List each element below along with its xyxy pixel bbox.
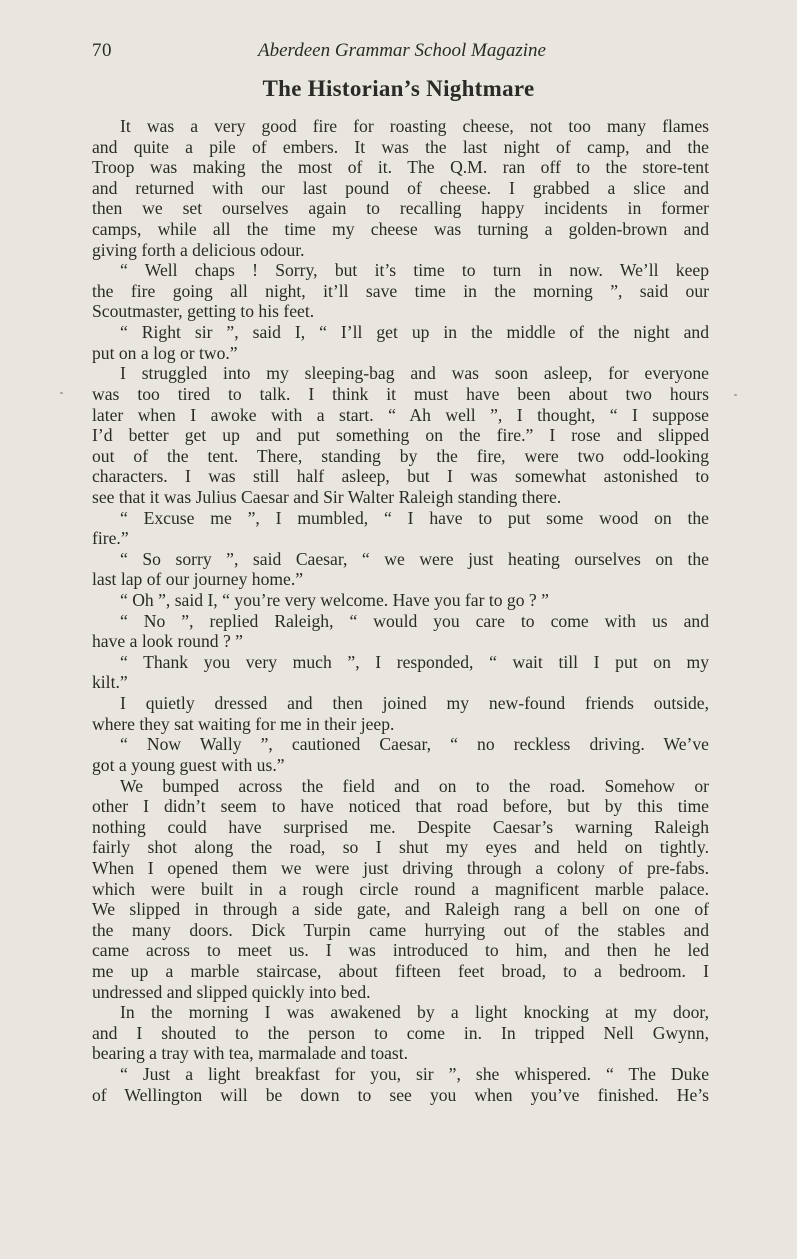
text-line: “ Excuse me ”, I mumbled, “ I have to put some wood on the xyxy=(120,507,709,528)
text-line: giving forth a delicious odour. xyxy=(92,239,305,260)
text-line: “ Now Wally ”, cautioned Caesar, “ no reckless driving. We’ve xyxy=(120,734,709,755)
text-line: and quite a pile of embers. It was the last night of camp, and the xyxy=(92,136,709,157)
text-line: undressed and slipped quickly into bed. xyxy=(92,981,371,1002)
text-line: We bumped across the field and on to the road. Somehow or xyxy=(120,775,709,796)
text-line: “ No ”, replied Raleigh, “ would you care to come with us and xyxy=(120,610,709,631)
text-line: bearing a tray with tea, marmalade and toast. xyxy=(92,1043,409,1064)
text-line: came across to meet us. I was introduced to him, and then he led xyxy=(92,940,709,961)
text-line: the fire going all night, it’ll save time in the morning ”, said our xyxy=(92,280,709,301)
text-line: later when I awoke with a start. “ Ah well ”, I thought, “ I suppose xyxy=(92,404,709,425)
text-line: out of the tent. There, standing by the fire, were two odd-looking xyxy=(92,445,709,466)
text-line: “ Oh ”, said I, “ you’re very welcome. Have you far to go ? ” xyxy=(120,590,549,611)
text-line: me up a marble staircase, about fifteen feet broad, to a bedroom. I xyxy=(92,960,709,981)
article-body xyxy=(92,116,709,1105)
text-line: the many doors. Dick Turpin came hurrying out of the stables and xyxy=(92,919,709,940)
text-line: nothing could have surprised me. Despite Caesar’s warning Raleigh xyxy=(92,816,709,837)
text-line: was too tired to talk. I think it must have been about two hours xyxy=(92,383,709,404)
text-line: I quietly dressed and then joined my new-found friends outside, xyxy=(120,693,709,714)
text-line: see that it was Julius Caesar and Sir Walter Raleigh standing there. xyxy=(92,486,562,507)
text-line: other I didn’t seem to have noticed that road before, but by this time xyxy=(92,796,709,817)
text-line: fairly shot along the road, so I shut my eyes and held on tightly. xyxy=(92,837,709,858)
article-title: The Historian’s Nightmare xyxy=(262,76,535,101)
text-line: and I shouted to the person to come in. In tripped Nell Gwynn, xyxy=(92,1022,709,1043)
text-line: Troop was making the most of it. The Q.M. ran off to the store-tent xyxy=(92,157,709,178)
text-line: have a look round ? ” xyxy=(92,631,243,652)
text-line: “ Well chaps ! Sorry, but it’s time to turn in now. We’ll keep xyxy=(120,260,709,281)
text-line: camps, while all the time my cheese was turning a golden-brown and xyxy=(92,219,709,240)
text-line: and returned with our last pound of cheese. I grabbed a slice and xyxy=(92,177,709,198)
text-line: which were built in a rough circle round a magnificent marble palace. xyxy=(92,878,709,899)
text-line: of Wellington will be down to see you when you’ve finished. He’s xyxy=(92,1084,709,1105)
text-line: In the morning I was awakened by a light knocking at my door, xyxy=(120,1002,709,1023)
text-line: I’d better get up and put something on the fire.” I rose and slipped xyxy=(92,425,709,446)
text-line: got a young guest with us.” xyxy=(92,754,285,775)
paper-speck xyxy=(60,392,63,394)
text-line: “ Just a light breakfast for you, sir ”, she whispered. “ The Duke xyxy=(120,1064,709,1085)
text-line: “ Right sir ”, said I, “ I’ll get up in the middle of the night and xyxy=(120,322,709,343)
text-line: I struggled into my sleeping-bag and was soon asleep, for everyone xyxy=(120,363,709,384)
text-line: “ So sorry ”, said Caesar, “ we were just heating ourselves on the xyxy=(120,548,709,569)
text-line: Scoutmaster, getting to his feet. xyxy=(92,301,315,322)
text-line: We slipped in through a side gate, and Raleigh rang a bell on one of xyxy=(92,899,709,920)
page-number: 70 xyxy=(92,40,112,61)
running-head xyxy=(92,40,712,64)
text-line: fire.” xyxy=(92,528,129,549)
text-line: “ Thank you very much ”, I responded, “ wait till I put on my xyxy=(120,651,709,672)
text-line: last lap of our journey home.” xyxy=(92,569,304,590)
paper-speck xyxy=(734,394,737,396)
text-line: kilt.” xyxy=(92,672,128,693)
text-line: It was a very good fire for roasting cheese, not too many flames xyxy=(120,116,709,136)
text-line: characters. I was still half asleep, but I was somewhat astonished to xyxy=(92,466,709,487)
text-line: then we set ourselves again to recalling happy incidents in former xyxy=(92,198,709,219)
magazine-title: Aberdeen Grammar School Magazine xyxy=(258,40,546,61)
text-line: When I opened them we were just driving through a colony of pre-fabs. xyxy=(92,857,709,878)
text-line: put on a log or two.” xyxy=(92,342,238,363)
text-line: where they sat waiting for me in their jeep. xyxy=(92,713,395,734)
